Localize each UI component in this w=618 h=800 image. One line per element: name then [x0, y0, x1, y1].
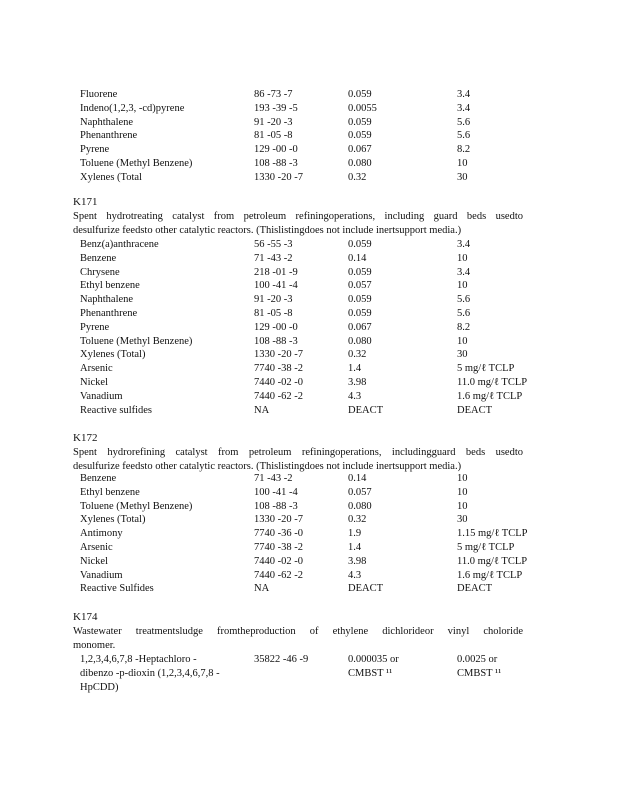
- cas-number: 7440 -02 -0: [254, 377, 303, 388]
- constituent-name: Pyrene: [80, 144, 110, 156]
- wastewater-standard: 0.059: [348, 294, 372, 306]
- wastewater-standard: 0.32: [348, 349, 367, 361]
- constituent-name: Toluene (Methyl Benzene): [80, 335, 193, 347]
- wastewater-standard: 0.057: [348, 280, 372, 292]
- nonwastewater-standard: DEACT: [457, 583, 492, 595]
- nonwastewater-standard: 10: [457, 335, 468, 347]
- nonwastewater-standard: 3.4: [457, 266, 471, 278]
- table-row: [0, 513, 618, 527]
- cas-number: 129 -00 -0: [254, 321, 298, 333]
- cas-number: 71 -43 -2: [254, 473, 293, 484]
- wastewater-standard: 4.3: [348, 569, 362, 581]
- cas-number: 108 -88 -3: [254, 500, 298, 512]
- nonwastewater-standard: 5.6: [457, 130, 471, 142]
- nonwastewater-standard: 5 mg/ℓ TCLP: [457, 363, 515, 375]
- wastewater-standard: 3.98: [348, 555, 367, 567]
- cas-number: 100 -41 -4: [254, 280, 298, 292]
- nonwastewater-standard: 3.4: [457, 239, 471, 250]
- table-row: [0, 238, 618, 252]
- nonwastewater-standard: 10: [457, 252, 468, 264]
- wastewater-standard: 0.14: [348, 252, 367, 264]
- nonwastewater-standard: 10: [457, 280, 468, 292]
- cas-number: 71 -43 -2: [254, 252, 293, 264]
- constituent-name: Arsenic: [80, 363, 113, 375]
- wastewater-standard: 0.080: [348, 335, 372, 347]
- constituent-name: Ethyl benzene: [80, 280, 140, 292]
- nonwastewater-standard: 1.15 mg/ℓ TCLP: [457, 528, 528, 540]
- k174-row-line-3: [0, 681, 618, 695]
- cas-number: 218 -01 -9: [254, 266, 298, 278]
- nonwastewater-standard: 3.4: [457, 102, 471, 114]
- table-row: [0, 129, 618, 143]
- cas-number: 108 -88 -3: [254, 335, 298, 347]
- table-row: [0, 266, 618, 280]
- table-row: [0, 335, 618, 349]
- cas-number: 7740 -38 -2: [254, 363, 303, 375]
- table-row: [0, 252, 618, 266]
- cas-number: NA: [254, 404, 270, 416]
- constituent-name: Xylenes (Total): [80, 514, 146, 526]
- constituent-name: Pyrene: [80, 321, 110, 333]
- wastewater-standard: 0.059: [348, 89, 372, 100]
- nonwastewater-standard: 3.4: [457, 89, 471, 100]
- wastewater-standard: 0.059: [348, 266, 372, 278]
- constituent-name: dibenzo -p-dioxin (1,2,3,4,6,7,8 -: [80, 668, 220, 679]
- wastewater-standard: DEACT: [348, 404, 383, 416]
- table-row: [0, 582, 618, 596]
- nonwastewater-standard: 30: [457, 514, 468, 526]
- cas-number: 7440 -02 -0: [254, 555, 303, 567]
- k174-row-line-1: [0, 653, 618, 667]
- nonwastewater-standard: 30: [457, 171, 468, 183]
- cas-number: 7440 -62 -2: [254, 390, 303, 402]
- waste-code-k174: K174: [73, 611, 98, 623]
- table-row: [0, 362, 618, 376]
- k174-desc-line-2: monomer.: [73, 639, 116, 651]
- nonwastewater-standard: 1.6 mg/ℓ TCLP: [457, 390, 523, 402]
- nonwastewater-standard: 8.2: [457, 144, 471, 156]
- wastewater-standard: DEACT: [348, 583, 383, 595]
- constituent-name: Xylenes (Total: [80, 171, 142, 183]
- constituent-name: Reactive Sulfides: [80, 583, 154, 595]
- cas-number: 129 -00 -0: [254, 144, 298, 156]
- constituent-name: 1,2,3,4,6,7,8 -Heptachloro -: [80, 654, 197, 665]
- constituent-name: Reactive sulfides: [80, 404, 153, 416]
- constituent-name: Vanadium: [80, 390, 123, 402]
- table-row: [0, 486, 618, 500]
- table-row: [0, 390, 618, 404]
- nonwastewater-standard: 10: [457, 473, 468, 484]
- wastewater-standard: 0.059: [348, 116, 372, 128]
- constituent-name: Toluene (Methyl Benzene): [80, 500, 193, 512]
- wastewater-standard: 0.067: [348, 321, 372, 333]
- waste-code-k171: K171: [73, 196, 98, 208]
- constituent-name: Ethyl benzene: [80, 486, 140, 498]
- wastewater-standard: 1.9: [348, 528, 362, 540]
- constituent-name: HpCDD): [80, 682, 119, 693]
- cas-number: 1330 -20 -7: [254, 171, 303, 183]
- wastewater-standard: 0.080: [348, 158, 372, 169]
- constituent-name: Benzene: [80, 252, 117, 264]
- wastewater-standard: 0.32: [348, 171, 367, 183]
- k172-desc-line-2: desulfurize feedsto other catalytic reactors. (Thislistingdoes not include inertsupport media.): [73, 460, 462, 472]
- constituent-name: Benz(a)anthracene: [80, 239, 159, 250]
- k172-description: [73, 446, 523, 473]
- table-row: [0, 555, 618, 569]
- cas-number: 91 -20 -3: [254, 116, 293, 128]
- table-row: [0, 321, 618, 335]
- nonwastewater-standard: CMBST ¹¹: [457, 668, 502, 679]
- nonwastewater-standard: 11.0 mg/ℓ TCLP: [457, 377, 528, 388]
- k171-desc-line-2: desulfurize feedsto other catalytic reactors. (Thislistingdoes not include inertsupport media.): [73, 224, 462, 236]
- constituent-name: Xylenes (Total): [80, 349, 146, 361]
- wastewater-standard: 3.98: [348, 377, 367, 388]
- table-row: [0, 279, 618, 293]
- table-row: [0, 376, 618, 390]
- wastewater-standard: 1.4: [348, 542, 362, 553]
- nonwastewater-standard: 10: [457, 486, 468, 498]
- table-row: [0, 143, 618, 157]
- cas-number: 81 -05 -8: [254, 308, 293, 319]
- nonwastewater-standard: 11.0 mg/ℓ TCLP: [457, 555, 528, 567]
- wastewater-standard: 0.0055: [348, 102, 377, 114]
- cas-number: 91 -20 -3: [254, 294, 293, 306]
- wastewater-standard: 0.067: [348, 144, 372, 156]
- cas-number: 7740 -36 -0: [254, 528, 303, 540]
- cas-number: 108 -88 -3: [254, 158, 298, 169]
- k171-desc-line-1: Spent hydrotreating catalyst from petroleum refiningoperations, including guard beds usedto: [73, 211, 523, 222]
- nonwastewater-standard: 8.2: [457, 321, 471, 333]
- wastewater-standard: 0.059: [348, 130, 372, 142]
- table-row: [0, 348, 618, 362]
- constituent-name: Chrysene: [80, 266, 120, 278]
- cas-number: 86 -73 -7: [254, 89, 293, 100]
- table-row: [0, 527, 618, 541]
- constituent-name: Naphthalene: [80, 294, 134, 306]
- constituent-name: Phenanthrene: [80, 130, 138, 142]
- nonwastewater-standard: 30: [457, 349, 468, 361]
- cas-number: 35822 -46 -9: [254, 654, 309, 665]
- constituent-name: Benzene: [80, 473, 117, 484]
- table-row: [0, 569, 618, 583]
- nonwastewater-standard: 5 mg/ℓ TCLP: [457, 542, 515, 553]
- k174-row-line-2: [0, 667, 618, 681]
- cas-number: NA: [254, 583, 270, 595]
- wastewater-standard: 0.000035 or: [348, 654, 399, 665]
- wastewater-standard: 4.3: [348, 390, 362, 402]
- constituent-name: Vanadium: [80, 569, 123, 581]
- wastewater-standard: 0.32: [348, 514, 367, 526]
- cas-number: 56 -55 -3: [254, 239, 293, 250]
- table-row: [0, 116, 618, 130]
- cas-number: 7740 -38 -2: [254, 542, 303, 553]
- table-row: [0, 293, 618, 307]
- constituent-name: Indeno(1,2,3, -cd)pyrene: [80, 102, 185, 114]
- wastewater-standard: 0.14: [348, 473, 367, 484]
- constituent-name: Arsenic: [80, 542, 113, 553]
- wastewater-standard: CMBST ¹¹: [348, 668, 393, 679]
- table-row: [0, 472, 618, 486]
- table-row: [0, 541, 618, 555]
- nonwastewater-standard: DEACT: [457, 404, 492, 416]
- wastewater-standard: 0.057: [348, 486, 372, 498]
- constituent-name: Phenanthrene: [80, 308, 138, 319]
- waste-code-k172: K172: [73, 432, 98, 444]
- wastewater-standard: 0.059: [348, 239, 372, 250]
- constituent-name: Nickel: [80, 377, 108, 388]
- cas-number: 81 -05 -8: [254, 130, 293, 142]
- cas-number: 1330 -20 -7: [254, 514, 303, 526]
- nonwastewater-standard: 10: [457, 500, 468, 512]
- nonwastewater-standard: 5.6: [457, 308, 471, 319]
- k172-desc-line-1: Spent hydrorefining catalyst from petroleum refiningoperations, includingguard beds usedto: [73, 447, 523, 458]
- nonwastewater-standard: 10: [457, 158, 468, 169]
- nonwastewater-standard: 5.6: [457, 294, 471, 306]
- constituent-name: Naphthalene: [80, 116, 134, 128]
- k174-description: [73, 625, 523, 652]
- cas-number: 193 -39 -5: [254, 102, 298, 114]
- k171-description: [73, 210, 523, 237]
- constituent-name: Nickel: [80, 555, 108, 567]
- constituent-name: Antimony: [80, 528, 123, 540]
- constituent-name: Fluorene: [80, 89, 118, 100]
- wastewater-standard: 0.059: [348, 308, 372, 319]
- table-row: [0, 307, 618, 321]
- table-row: [0, 157, 618, 171]
- nonwastewater-standard: 5.6: [457, 116, 471, 128]
- table-row: [0, 88, 618, 102]
- wastewater-standard: 1.4: [348, 363, 362, 375]
- table-row: [0, 500, 618, 514]
- cas-number: 100 -41 -4: [254, 486, 298, 498]
- table-row: [0, 404, 618, 418]
- nonwastewater-standard: 0.0025 or: [457, 654, 498, 665]
- cas-number: 1330 -20 -7: [254, 349, 303, 361]
- wastewater-standard: 0.080: [348, 500, 372, 512]
- k174-desc-line-1: Wastewater treatmentsludge fromtheproduction of ethylene dichlorideor vinyl choloride: [73, 626, 523, 637]
- table-row: [0, 102, 618, 116]
- constituent-name: Toluene (Methyl Benzene): [80, 158, 193, 169]
- nonwastewater-standard: 1.6 mg/ℓ TCLP: [457, 569, 523, 581]
- cas-number: 7440 -62 -2: [254, 569, 303, 581]
- table-row: [0, 171, 618, 185]
